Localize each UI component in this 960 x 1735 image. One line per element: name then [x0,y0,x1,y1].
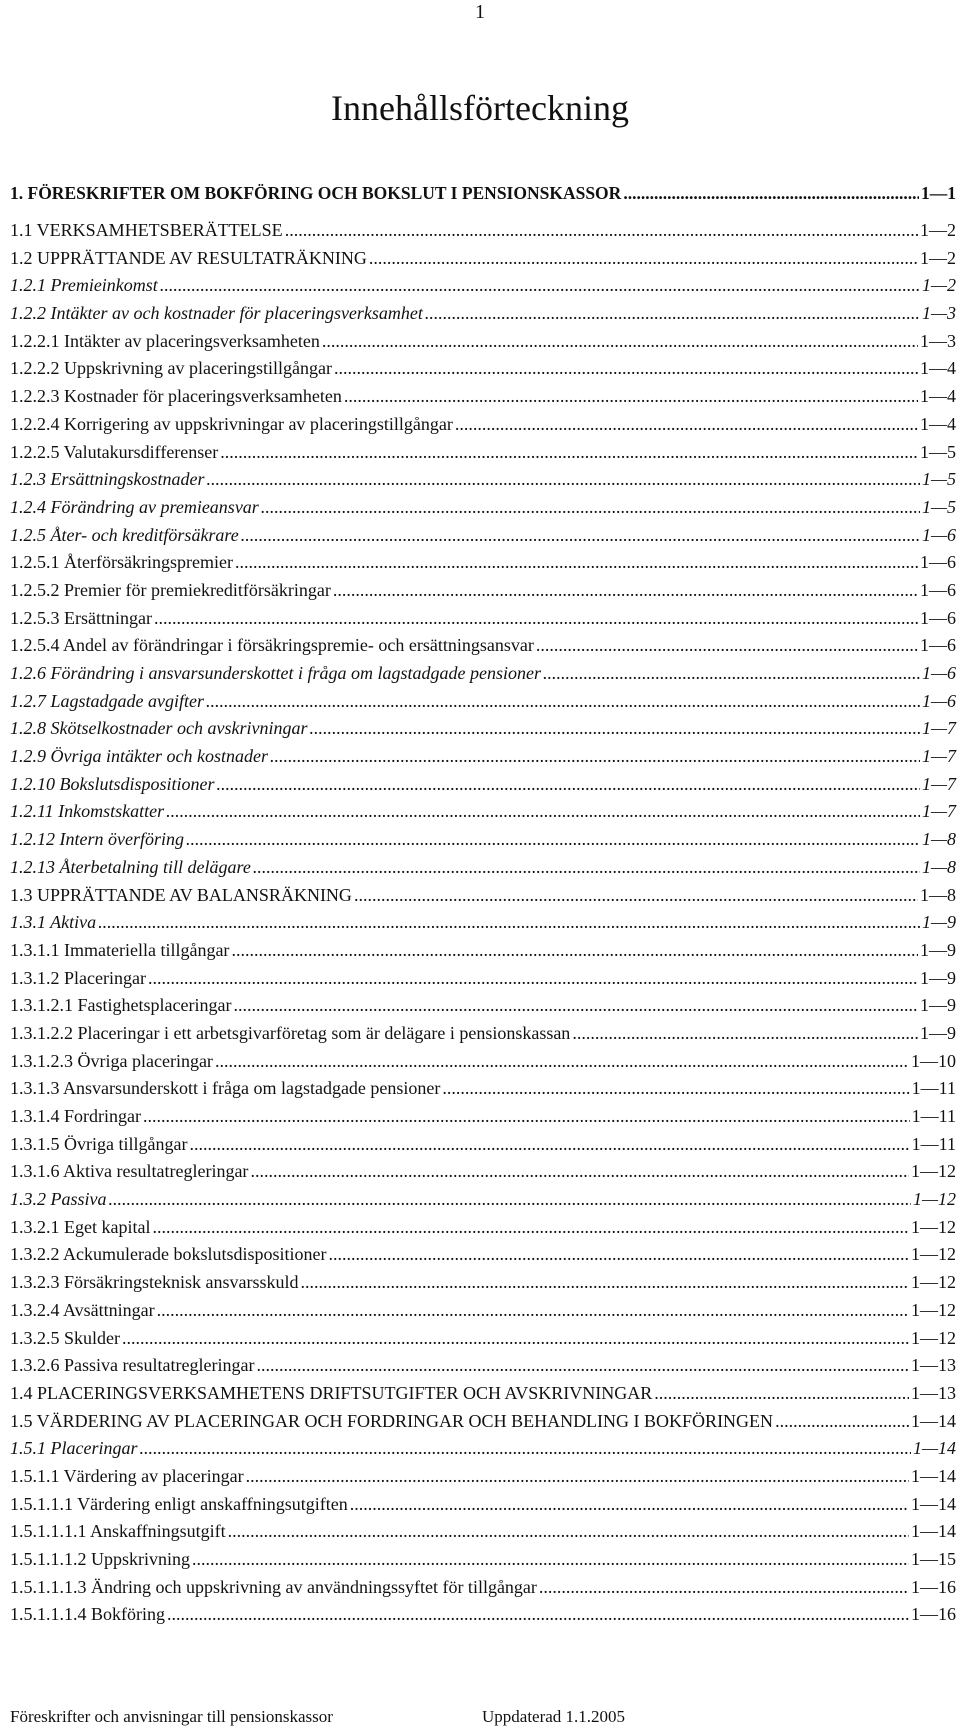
toc-entry-title: 1.2.5.4 Andel av förändringar i försäkringspremie- och ersättningsansvar [10,635,534,656]
toc-dot-leader [654,1383,909,1404]
toc-entry-page: 1—7 [921,773,956,794]
toc-entry-title: 1.3.1.4 Fordringar [10,1106,141,1126]
toc-entry-page: 1—15 [911,1549,956,1569]
toc-entry-page: 1—10 [911,1050,956,1071]
toc-entry-page: 1—11 [911,1078,956,1099]
toc-dot-leader [217,774,920,795]
toc-entry[interactable] [10,1549,956,1577]
toc-entry-page: 1—12 [912,1189,956,1210]
toc-dot-leader [215,1051,909,1072]
toc-entry-page: 1—16 [911,1576,956,1597]
toc-entry[interactable] [10,774,956,802]
toc-entry-page: 1—5 [920,441,956,462]
toc-entry-title: 1.2.2.4 Korrigering av uppskrivningar av placeringstillgångar [10,413,453,434]
toc-entry-page: 1—8 [921,829,956,850]
toc-entry[interactable] [10,1521,956,1549]
toc-entry-page: 1—2 [921,275,956,296]
toc-entry-page: 1—14 [911,1521,956,1542]
toc-entry[interactable] [10,580,956,608]
toc-dot-leader [148,968,918,989]
page-number: 1 [475,1,485,23]
toc-entry-title: 1.2.9 Övriga intäkter och kostnader [10,746,268,767]
toc-dot-leader [253,857,920,878]
toc-entry-title: 1.4 PLACERINGSVERKSAMHETENS DRIFTSUTGIFTER OCH AVSKRIVNINGAR [10,1382,653,1403]
toc-entry-page: 1—14 [911,1493,956,1514]
toc-entry[interactable] [10,1494,956,1522]
toc-entry-page: 1—12 [911,1299,956,1320]
toc-entry[interactable] [10,995,956,1023]
toc-entry-title: 1.2.4 Förändring av premieansvar [10,496,259,517]
toc-entry-title: 1.3.1.2.3 Övriga placeringar [10,1050,213,1071]
toc-entry[interactable] [10,275,956,303]
toc-entry-page: 1—7 [921,746,956,767]
toc-entry-page: 1—9 [920,1022,956,1043]
toc-entry-page: 1—3 [921,303,956,324]
toc-entry-title: 1.3.2.5 Skulder [10,1327,120,1348]
toc-entry-title: 1.2.2 Intäkter av och kostnader för placeringsverksamhet [10,303,423,324]
toc-entry[interactable] [10,968,956,996]
toc-entry[interactable] [10,1134,956,1162]
toc-entry-page: 1—13 [911,1355,956,1376]
toc-entry-title: 1.2.2.1 Intäkter av placeringsverksamheten [10,330,320,351]
toc-entry[interactable] [10,857,956,885]
toc-entry-page: 1—5 [921,496,956,517]
toc-entry-page: 1—12 [911,1272,956,1293]
toc-entry-page: 1—2 [920,247,956,268]
toc-entry-page: 1—13 [911,1382,956,1403]
toc-entry-title: 1.2.1 Premieinkomst [10,275,158,296]
toc-entry-title: 1.3.2.6 Passiva resultatregleringar [10,1355,255,1376]
toc-entry-title: 1.2.2.2 Uppskrivning av placeringstillgångar [10,358,332,379]
toc-dot-leader [369,248,918,269]
table-of-contents [10,166,956,1632]
toc-entry[interactable] [10,1328,956,1356]
toc-entry-title: 1.2.13 Återbetalning till delägare [10,856,251,877]
toc-dot-leader [300,1272,909,1293]
toc-entry-title: 1.5 VÄRDERING AV PLACERINGAR OCH FORDRINGAR OCH BEHANDLING I BOKFÖRINGEN [10,1410,774,1431]
toc-dot-leader [228,1521,909,1542]
toc-entry[interactable] [10,166,956,220]
toc-entry-title: 1.5.1.1.1.3 Ändring och uppskrivning av användningssyftet för tillgångar [10,1576,537,1597]
toc-dot-leader [285,220,918,241]
toc-entry[interactable] [10,940,956,968]
toc-entry-title: 1.3.1.5 Övriga tillgångar [10,1133,188,1154]
toc-entry[interactable] [10,525,956,553]
toc-dot-leader [235,552,918,573]
toc-dot-leader [140,1438,911,1459]
toc-entry-title: 1.2.2.5 Valutakursdifferenser [10,441,219,462]
toc-entry-title: 1.3.1 Aktiva [10,912,97,933]
toc-entry-title: 1.2.5.1 Återförsäkringspremier [10,552,233,573]
toc-entry[interactable] [10,303,956,331]
toc-dot-leader [207,469,920,490]
toc-entry[interactable] [10,1106,956,1134]
toc-entry-title: 1.5.1.1.1.1 Anskaffningsutgift [10,1521,226,1542]
toc-entry-title: 1.3.2.2 Ackumulerade bokslutsdispositioner [10,1244,327,1265]
toc-entry-page: 1—12 [911,1216,956,1237]
toc-entry-title: 1.2.8 Skötselkostnader och avskrivningar [10,718,308,739]
toc-entry[interactable] [10,331,956,359]
toc-dot-leader [157,1300,909,1321]
toc-dot-leader [543,663,920,684]
toc-entry-title: 1.3.1.3 Ansvarsunderskott i fråga om lagstadgade pensioner [10,1078,441,1099]
toc-entry-page: 1—5 [921,469,956,490]
toc-dot-leader [160,275,920,296]
toc-entry[interactable] [10,635,956,663]
toc-entry-page: 1—3 [920,330,956,351]
toc-entry-page: 1—6 [920,579,956,600]
toc-entry[interactable] [10,1217,956,1245]
toc-dot-leader [246,1466,909,1487]
toc-entry-page: 1—14 [912,1438,956,1459]
toc-entry[interactable] [10,746,956,774]
toc-entry[interactable] [10,663,956,691]
toc-entry[interactable] [10,1300,956,1328]
toc-entry-title: 1.3.2 Passiva [10,1189,107,1210]
toc-entry[interactable] [10,358,956,386]
toc-entry[interactable] [10,1023,956,1051]
footer-updated-date: Uppdaterad 1.1.2005 [482,1707,626,1726]
toc-entry-page: 1—7 [921,718,956,739]
toc-entry-page: 1—2 [920,220,956,240]
toc-entry-title: 1.1 VERKSAMHETSBERÄTTELSE [10,220,283,240]
toc-dot-leader [167,1604,909,1625]
toc-entry-title: 1.2.12 Intern överföring [10,829,184,850]
toc-dot-leader [322,331,918,352]
toc-entry-page: 1—14 [911,1410,956,1431]
toc-dot-leader [233,995,918,1016]
toc-entry[interactable] [10,1466,956,1494]
toc-dot-leader [333,580,918,601]
toc-entry[interactable] [10,552,956,580]
toc-entry-title: 1.5.1.1.1.2 Uppskrivning [10,1549,190,1569]
toc-dot-leader [143,1106,910,1127]
toc-dot-leader [206,691,920,712]
page-footer [0,1707,960,1727]
toc-dot-leader [328,1244,909,1265]
toc-dot-leader [231,940,918,961]
toc-dot-leader [539,1577,909,1598]
toc-entry-title: 1.5.1 Placeringar [10,1438,138,1459]
toc-entry[interactable] [10,497,956,525]
toc-entry-page: 1—11 [911,1133,956,1154]
toc-entry-title: 1.3.2.1 Eget kapital [10,1216,151,1237]
toc-entry-title: 1.3.1.2 Placeringar [10,967,146,988]
toc-dot-leader [344,386,918,407]
toc-entry[interactable] [10,1438,956,1466]
toc-entry[interactable] [10,386,956,414]
toc-dot-leader [309,718,920,739]
toc-entry-title: 1.5.1.1.1.4 Bokföring [10,1604,165,1625]
toc-entry-page: 1—12 [911,1327,956,1348]
toc-entry-title: 1.5.1.1 Värdering av placeringar [10,1465,244,1486]
toc-dot-leader [220,442,918,463]
toc-entry[interactable] [10,1577,956,1605]
toc-entry[interactable] [10,1161,956,1189]
toc-entry-page: 1—14 [911,1465,956,1486]
toc-entry[interactable] [10,1355,956,1383]
toc-dot-leader [192,1549,909,1570]
toc-dot-leader [152,1217,909,1238]
toc-entry-title: 1.3.2.3 Försäkringsteknisk ansvarsskuld [10,1272,299,1293]
toc-entry-page: 1—4 [920,413,956,434]
toc-entry[interactable] [10,442,956,470]
toc-entry-title: 1.2.11 Inkomstskatter [10,801,165,822]
toc-entry-page: 1—8 [921,856,956,877]
toc-dot-leader [455,414,918,435]
toc-entry[interactable] [10,1078,956,1106]
toc-entry[interactable] [10,912,956,940]
toc-entry-page: 1—1 [921,182,956,203]
toc-entry-page: 1—6 [921,524,956,545]
toc-entry-page: 1—7 [921,801,956,822]
toc-entry[interactable] [10,1189,956,1217]
toc-entry-page: 1—9 [920,939,956,960]
page-title: Innehållsförteckning [331,88,629,129]
toc-entry-title: 1.3.1.2.1 Fastighetsplaceringar [10,995,232,1016]
toc-entry-page: 1—12 [911,1244,956,1265]
toc-entry-title: 1.2.6 Förändring i ansvarsunderskottet i fråga om lagstadgade pensioner [10,663,541,683]
toc-entry[interactable] [10,1411,956,1439]
toc-entry[interactable] [10,469,956,497]
toc-dot-leader [166,801,920,822]
toc-entry-title: 1.2.7 Lagstadgade avgifter [10,690,204,711]
toc-entry[interactable] [10,801,956,829]
toc-entry-title: 1.3.1.2.2 Placeringar i ett arbetsgivarföretag som är delägare i pensionskassan [10,1022,571,1043]
toc-entry[interactable] [10,691,956,719]
toc-entry[interactable] [10,718,956,746]
toc-dot-leader [270,746,920,767]
toc-entry-title: 1.2.5.2 Premier för premiekreditförsäkringar [10,579,331,600]
toc-entry-title: 1.5.1.1.1 Värdering enligt anskaffningsutgiften [10,1493,348,1514]
toc-dot-leader [425,303,920,324]
toc-entry-page: 1—6 [921,690,956,711]
toc-entry-page: 1—6 [920,607,956,628]
toc-dot-leader [536,635,918,656]
toc-entry[interactable] [10,220,956,248]
toc-entry-title: 1.2 UPPRÄTTANDE AV RESULTATRÄKNING [10,247,367,268]
toc-dot-leader [775,1411,909,1432]
toc-dot-leader [354,885,918,906]
toc-dot-leader [350,1494,909,1515]
toc-entry-page: 1—8 [920,884,956,905]
toc-dot-leader [256,1355,909,1376]
toc-entry-title: 1.3.1.1 Immateriella tillgångar [10,939,230,960]
toc-entry-page: 1—9 [921,912,956,933]
toc-entry-title: 1. FÖRESKRIFTER OM BOKFÖRING OCH BOKSLUT I PENSIONSKASSOR [10,182,622,203]
toc-entry[interactable] [10,414,956,442]
toc-entry-page: 1—9 [920,995,956,1016]
toc-dot-leader [154,608,918,629]
toc-entry[interactable] [10,248,956,276]
toc-entry-title: 1.3 UPPRÄTTANDE AV BALANSRÄKNING [10,884,352,905]
toc-entry-page: 1—6 [921,663,956,683]
toc-entry-title: 1.3.1.6 Aktiva resultatregleringar [10,1161,249,1182]
toc-dot-leader [250,1161,909,1182]
toc-entry-page: 1—6 [920,552,956,573]
toc-entry-page: 1—16 [911,1604,956,1625]
toc-dot-leader [623,183,919,204]
toc-dot-leader [572,1023,918,1044]
toc-entry-title: 1.2.5 Åter- och kreditförsäkrare [10,524,239,545]
toc-entry-title: 1.2.5.3 Ersättningar [10,607,152,628]
toc-entry-title: 1.3.2.4 Avsättningar [10,1299,155,1320]
toc-dot-leader [241,525,920,546]
toc-entry-title: 1.2.10 Bokslutsdispositioner [10,773,215,794]
toc-entry-page: 1—4 [920,386,956,407]
footer-document-name: Föreskrifter och anvisningar till pensionskassor [10,1707,333,1726]
toc-dot-leader [189,1134,909,1155]
toc-dot-leader [261,497,920,518]
toc-entry-page: 1—9 [920,967,956,988]
toc-entry[interactable] [10,829,956,857]
toc-dot-leader [109,1189,911,1210]
toc-entry[interactable] [10,608,956,636]
toc-dot-leader [122,1328,909,1349]
toc-entry-page: 1—11 [911,1106,956,1126]
toc-entry[interactable] [10,1383,956,1411]
toc-entry[interactable] [10,1244,956,1272]
toc-dot-leader [186,829,920,850]
toc-entry-page: 1—4 [920,358,956,379]
toc-dot-leader [442,1078,909,1099]
toc-entry-title: 1.2.2.3 Kostnader för placeringsverksamheten [10,386,342,407]
toc-dot-leader [334,358,918,379]
toc-entry-title: 1.2.3 Ersättningskostnader [10,469,205,490]
toc-entry[interactable] [10,1051,956,1079]
toc-dot-leader [98,912,920,933]
toc-entry[interactable] [10,1604,956,1632]
toc-entry-page: 1—12 [911,1161,956,1182]
toc-entry[interactable] [10,1272,956,1300]
toc-entry[interactable] [10,885,956,913]
toc-entry-page: 1—6 [920,635,956,656]
